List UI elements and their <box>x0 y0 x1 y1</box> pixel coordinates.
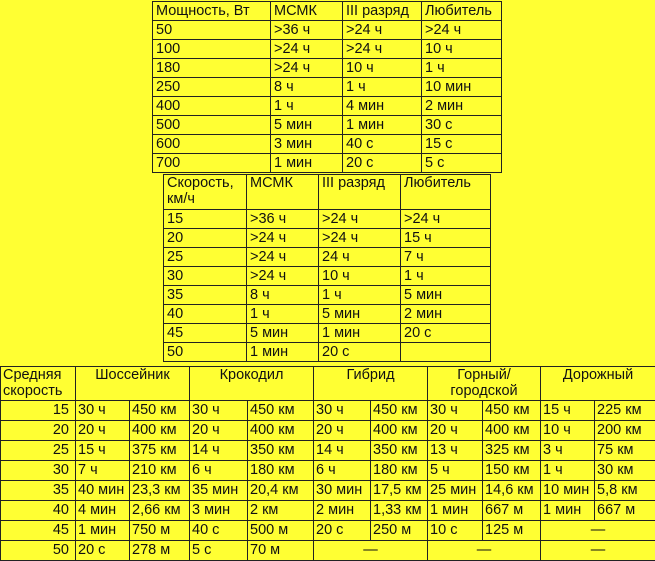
table-cell: 2 мин <box>314 501 371 521</box>
table-cell: 5 с <box>190 541 248 561</box>
table-cell: 2 мин <box>401 305 491 324</box>
table-row <box>164 210 491 229</box>
table-cell: >24 ч <box>247 248 319 267</box>
speed-cell: 50 <box>1 541 76 561</box>
table-cell: 30 <box>164 267 247 286</box>
table-cell: 15 с <box>422 135 502 154</box>
table-row <box>153 135 502 154</box>
table-row <box>153 78 502 97</box>
table-row <box>164 267 491 286</box>
bike-types-table-body <box>1 401 655 561</box>
table-cell: 4 мин <box>76 501 130 521</box>
table-cell: 210 км <box>130 461 190 481</box>
table-cell: 5 мин <box>247 324 319 343</box>
table-cell: 500 м <box>248 521 314 541</box>
table-cell: 1 мин <box>343 116 422 135</box>
table-header-row <box>164 175 491 210</box>
table-cell: 40 <box>164 305 247 324</box>
table-cell: 30 км <box>595 461 655 481</box>
column-header: III разряд <box>343 2 422 21</box>
table-cell: 1 мин <box>247 343 319 362</box>
column-header: Любитель <box>422 2 502 21</box>
empty-dash-cell: — <box>314 541 428 561</box>
table-cell: 1 мин <box>541 501 595 521</box>
power-table <box>152 1 502 173</box>
table-cell: 10 ч <box>343 59 422 78</box>
table-cell: 5 мин <box>319 305 401 324</box>
table-cell: 8 ч <box>271 78 343 97</box>
table-cell: 1,33 км <box>371 501 428 521</box>
table-cell: 450 км <box>130 401 190 421</box>
table-cell: 45 <box>164 324 247 343</box>
table-cell: 2 мин <box>422 97 502 116</box>
table-cell: 15 ч <box>541 401 595 421</box>
table-cell: 15 ч <box>401 229 491 248</box>
table-cell: >24 ч <box>343 40 422 59</box>
table-cell: 35 <box>164 286 247 305</box>
table-cell: 400 <box>153 97 271 116</box>
table-cell: 15 <box>164 210 247 229</box>
table-cell: 1 ч <box>319 286 401 305</box>
table-cell: 2 км <box>248 501 314 521</box>
table-header-row <box>153 2 502 21</box>
table-cell: 1 мин <box>428 501 483 521</box>
table-cell: 1 ч <box>422 59 502 78</box>
table-cell: 5 ч <box>428 461 483 481</box>
table-cell: >24 ч <box>271 40 343 59</box>
table-cell: >24 ч <box>343 21 422 40</box>
table-cell: 50 <box>164 343 247 362</box>
table-cell: 20 с <box>319 343 401 362</box>
table-cell: >24 ч <box>319 210 401 229</box>
column-header: МСМК <box>247 175 319 210</box>
table-cell: 10 мин <box>422 78 502 97</box>
table-cell: 30 ч <box>190 401 248 421</box>
speed-cell: 45 <box>1 521 76 541</box>
table-cell: 250 м <box>371 521 428 541</box>
speed-table-body <box>164 210 491 362</box>
table-cell: 25 <box>164 248 247 267</box>
table-cell: >24 ч <box>271 59 343 78</box>
table-row <box>1 521 655 541</box>
table-row <box>164 248 491 267</box>
table-cell: 5,8 км <box>595 481 655 501</box>
table-cell: 30 ч <box>314 401 371 421</box>
table-cell: 35 мин <box>190 481 248 501</box>
table-cell: 10 мин <box>541 481 595 501</box>
table-cell: 30 мин <box>314 481 371 501</box>
table-cell: 20 с <box>314 521 371 541</box>
table-cell: 750 м <box>130 521 190 541</box>
table-cell: 100 <box>153 40 271 59</box>
table-cell: 75 км <box>595 441 655 461</box>
table-cell: >24 ч <box>422 21 502 40</box>
table-cell: 5 мин <box>271 116 343 135</box>
table-cell: >24 ч <box>247 229 319 248</box>
table-cell: 40 мин <box>76 481 130 501</box>
table-row <box>1 481 655 501</box>
table-cell: 450 км <box>483 401 541 421</box>
table-cell: 50 <box>153 21 271 40</box>
table-row <box>164 324 491 343</box>
table-cell: 40 с <box>190 521 248 541</box>
table-cell: 15 ч <box>76 441 130 461</box>
table-cell: >24 ч <box>247 267 319 286</box>
speed-cell: 35 <box>1 481 76 501</box>
speed-table <box>163 174 491 362</box>
table-cell: 225 км <box>595 401 655 421</box>
table-cell: 400 км <box>483 421 541 441</box>
column-header-speed: Средняя скорость <box>1 367 76 401</box>
column-header: Любитель <box>401 175 491 210</box>
table-cell: >24 ч <box>319 229 401 248</box>
empty-dash-cell: — <box>541 521 655 541</box>
table-cell: 20 ч <box>428 421 483 441</box>
column-header: Скорость, км/ч <box>164 175 247 210</box>
table-cell: 7 ч <box>401 248 491 267</box>
table-cell: 180 км <box>371 461 428 481</box>
table-cell: 10 ч <box>319 267 401 286</box>
table-cell: 20,4 км <box>248 481 314 501</box>
table-cell: 20 ч <box>76 421 130 441</box>
column-header-bike-type: Горный/ городской <box>428 367 541 401</box>
table-cell: 1 мин <box>271 154 343 173</box>
table-row <box>1 421 655 441</box>
table-cell: >36 ч <box>271 21 343 40</box>
table-cell: 667 м <box>483 501 541 521</box>
table-cell: 1 ч <box>541 461 595 481</box>
table-cell: 325 км <box>483 441 541 461</box>
table-cell: 5 с <box>422 154 502 173</box>
table-cell: 20 <box>164 229 247 248</box>
table-cell <box>401 343 491 362</box>
table-cell: 1 ч <box>401 267 491 286</box>
speed-cell: 40 <box>1 501 76 521</box>
table-row <box>1 501 655 521</box>
table-cell: 200 км <box>595 421 655 441</box>
table-cell: 3 мин <box>271 135 343 154</box>
column-header-bike-type: Дорожный <box>541 367 655 401</box>
column-header: Мощность, Вт <box>153 2 271 21</box>
table-cell: 400 км <box>248 421 314 441</box>
table-cell: 20 ч <box>190 421 248 441</box>
table-cell: 24 ч <box>319 248 401 267</box>
empty-dash-cell: — <box>541 541 655 561</box>
table-row <box>153 97 502 116</box>
table-cell: 20 с <box>76 541 130 561</box>
table-cell: 14 ч <box>190 441 248 461</box>
table-cell: 14,6 км <box>483 481 541 501</box>
bike-types-table <box>0 366 655 561</box>
table-cell: 30 ч <box>428 401 483 421</box>
table-cell: 4 мин <box>343 97 422 116</box>
table-cell: 350 км <box>371 441 428 461</box>
table-cell: 400 км <box>371 421 428 441</box>
table-cell: 1 мин <box>319 324 401 343</box>
speed-cell: 30 <box>1 461 76 481</box>
column-header-bike-type: Крокодил <box>190 367 314 401</box>
table-row <box>153 40 502 59</box>
table-cell: 30 с <box>422 116 502 135</box>
table-cell: 500 <box>153 116 271 135</box>
table-row <box>1 401 655 421</box>
table-row <box>153 21 502 40</box>
table-cell: 600 <box>153 135 271 154</box>
table-cell: 17,5 км <box>371 481 428 501</box>
table-cell: 278 м <box>130 541 190 561</box>
speed-cell: 20 <box>1 421 76 441</box>
table-row <box>164 343 491 362</box>
table-row <box>164 286 491 305</box>
table-row <box>164 229 491 248</box>
table-cell: 14 ч <box>314 441 371 461</box>
table-cell: 6 ч <box>190 461 248 481</box>
table-cell: 375 км <box>130 441 190 461</box>
table-cell: 250 <box>153 78 271 97</box>
table-row <box>153 116 502 135</box>
table-cell: 20 ч <box>314 421 371 441</box>
table-cell: 13 ч <box>428 441 483 461</box>
empty-dash-cell: — <box>428 541 541 561</box>
table-cell: 23,3 км <box>130 481 190 501</box>
table-cell: 180 <box>153 59 271 78</box>
table-cell: 5 мин <box>401 286 491 305</box>
power-table-body <box>153 21 502 173</box>
table-row <box>1 441 655 461</box>
table-cell: 700 <box>153 154 271 173</box>
table-cell: 667 м <box>595 501 655 521</box>
table-cell: 10 ч <box>422 40 502 59</box>
table-cell: 125 м <box>483 521 541 541</box>
table-row <box>1 541 655 561</box>
table-cell: 20 с <box>343 154 422 173</box>
table-cell: >36 ч <box>247 210 319 229</box>
table-cell: 180 км <box>248 461 314 481</box>
table-cell: 25 мин <box>428 481 483 501</box>
table-cell: 150 км <box>483 461 541 481</box>
table-cell: 1 ч <box>271 97 343 116</box>
column-header: МСМК <box>271 2 343 21</box>
table-cell: 450 км <box>371 401 428 421</box>
table-cell: 400 км <box>130 421 190 441</box>
table-cell: 40 с <box>343 135 422 154</box>
speed-cell: 15 <box>1 401 76 421</box>
table-cell: 3 ч <box>541 441 595 461</box>
table-cell: 70 м <box>248 541 314 561</box>
table-cell: 1 мин <box>76 521 130 541</box>
column-header: III разряд <box>319 175 401 210</box>
table-cell: 350 км <box>248 441 314 461</box>
table-cell: 8 ч <box>247 286 319 305</box>
table-cell: 7 ч <box>76 461 130 481</box>
table-cell: 20 с <box>401 324 491 343</box>
table-cell: 1 ч <box>247 305 319 324</box>
table-cell: 6 ч <box>314 461 371 481</box>
table-cell: 30 ч <box>76 401 130 421</box>
table-cell: 1 ч <box>343 78 422 97</box>
table-cell: 10 с <box>428 521 483 541</box>
table-row <box>153 154 502 173</box>
table-cell: >24 ч <box>401 210 491 229</box>
table-row <box>153 59 502 78</box>
table-header-row <box>1 367 655 401</box>
table-row <box>164 305 491 324</box>
table-cell: 10 ч <box>541 421 595 441</box>
column-header-bike-type: Шоссейник <box>76 367 190 401</box>
table-cell: 3 мин <box>190 501 248 521</box>
speed-cell: 25 <box>1 441 76 461</box>
table-row <box>1 461 655 481</box>
column-header-bike-type: Гибрид <box>314 367 428 401</box>
table-cell: 450 км <box>248 401 314 421</box>
table-cell: 2,66 км <box>130 501 190 521</box>
